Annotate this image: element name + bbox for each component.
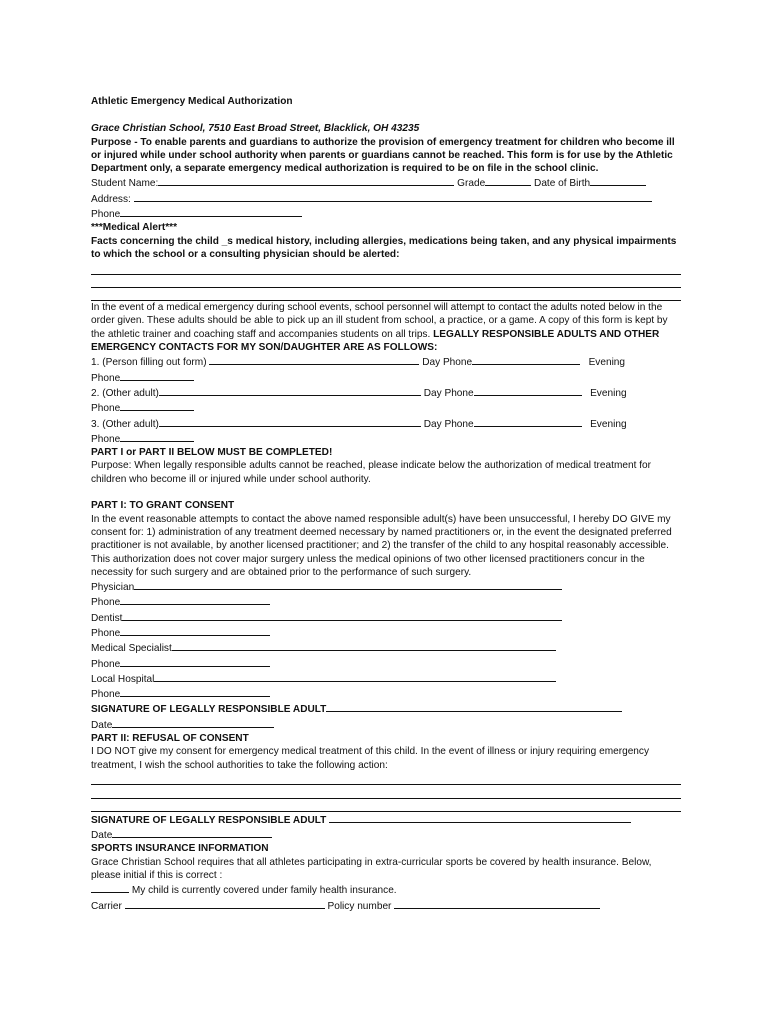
dob-label: Date of Birth	[534, 178, 591, 190]
contact-3-evening-label: Evening	[590, 418, 627, 430]
signature-2-label: SIGNATURE OF LEGALLY RESPONSIBLE ADULT	[91, 814, 327, 826]
purpose-paragraph: Purpose - To enable parents and guardians to authorize the provision of emergency treatment for children who become ill or injured while under school authority when parents or guardians cannot be reached. This form is for use by the Athletic Department only, a separate emergency medical authorization is required to be on file in the school clinic.	[91, 136, 678, 175]
school-address-line: Grace Christian School, 7510 East Broad Street, Blacklick, OH 43235	[91, 123, 420, 135]
must-complete-notice: PART I or PART II BELOW MUST BE COMPLETED!	[91, 447, 333, 459]
dentist-phone-field[interactable]	[120, 625, 270, 636]
student-phone-row	[91, 206, 681, 221]
date-1-field[interactable]	[112, 717, 274, 728]
dentist-row	[91, 610, 681, 625]
contact-2-day-phone-label: Day Phone	[423, 387, 474, 399]
contact-1-evening-phone-field[interactable]	[120, 370, 194, 381]
contact-3-evening-phone-field[interactable]	[120, 431, 194, 442]
part-1-heading: PART I: TO GRANT CONSENT	[91, 500, 235, 512]
carrier-label: Carrier	[91, 900, 122, 912]
specialist-label: Medical Specialist	[91, 643, 172, 655]
medical-facts-text: Facts concerning the child _s medical history, including allergies, medications being taken, and any physical impairments to which the school or a consulting physician should be alerted:	[91, 235, 680, 260]
contact-1-phone-label: Phone	[91, 372, 121, 384]
part-2-paragraph: I DO NOT give my consent for emergency medical treatment of this child. In the event of illness or injury requiring emergency treatment, I wish the school authorities to take the following action:	[91, 746, 652, 771]
medical-alert-heading: ***Medical Alert***	[91, 222, 178, 234]
signature-1-label: SIGNATURE OF LEGALLY RESPONSIBLE ADULT	[91, 704, 327, 716]
signature-row-1	[91, 701, 681, 716]
spacer	[91, 486, 681, 499]
date-row-1	[91, 717, 681, 732]
dentist-field[interactable]	[122, 610, 562, 621]
physician-phone-field[interactable]	[120, 594, 270, 605]
signature-1-field[interactable]	[326, 701, 622, 712]
contact-3-label: 3. (Other adult)	[91, 418, 159, 430]
student-phone-field[interactable]	[120, 206, 302, 217]
physician-row	[91, 579, 681, 594]
address-label: Address:	[91, 193, 131, 205]
contact-row-1	[91, 354, 681, 369]
hospital-label: Local Hospital	[91, 673, 155, 685]
form-page	[91, 95, 681, 913]
contact-2-phone-label: Phone	[91, 403, 121, 415]
carrier-field[interactable]	[125, 898, 325, 909]
contact-2-label: 2. (Other adult)	[91, 387, 159, 399]
purpose-2-paragraph: Purpose: When legally responsible adults cannot be reached, please indicate below the authorization of medical treatment for children who become ill or injured while under school authority.	[91, 460, 654, 485]
student-name-field[interactable]	[158, 175, 454, 186]
student-name-label: Student Name:	[91, 178, 159, 190]
legally-responsible-heading: LEGALLY RESPONSIBLE ADULTS AND OTHER EMERGENCY CONTACTS FOR MY SON/DAUGHTER ARE AS FOLLOWS:	[91, 328, 663, 354]
dentist-phone-label: Phone	[91, 627, 121, 639]
emergency-intro-text: In the event of a medical emergency during school events, school personnel will attempt to contact the adults noted below in the order given. These adults should be able to pick up an ill student from school, a practice, or a game. A copy of this form is kept by the athletic trainer and coaching staff and accompanies students on all trips.	[91, 302, 671, 340]
insurance-heading: SPORTS INSURANCE INFORMATION	[91, 843, 269, 855]
contact-1-label: 1. (Person filling out form)	[91, 357, 207, 369]
hospital-phone-row	[91, 686, 681, 701]
contact-1-field[interactable]	[209, 354, 419, 365]
medical-notes-line-2[interactable]	[91, 275, 681, 288]
emergency-intro-paragraph	[91, 301, 681, 354]
hospital-row	[91, 671, 681, 686]
date-2-field[interactable]	[112, 827, 272, 838]
specialist-phone-field[interactable]	[120, 656, 270, 667]
signature-row-2	[91, 812, 681, 827]
carrier-row	[91, 898, 681, 913]
contact-1-day-phone-label: Day Phone	[422, 357, 473, 369]
physician-phone-row	[91, 594, 681, 609]
hospital-phone-field[interactable]	[120, 686, 270, 697]
medical-notes-line-1[interactable]	[91, 261, 681, 274]
contact-2-evening-label: Evening	[590, 387, 627, 399]
specialist-row	[91, 640, 681, 655]
date-1-label: Date	[91, 719, 113, 731]
contact-3-day-phone-field[interactable]	[474, 416, 582, 427]
contact-2-phone-row	[91, 400, 681, 415]
coverage-text: My child is currently covered under family health insurance.	[131, 885, 397, 897]
contact-3-field[interactable]	[159, 416, 421, 427]
signature-2-field[interactable]	[329, 812, 631, 823]
specialist-field[interactable]	[172, 640, 556, 651]
action-line-3[interactable]	[91, 799, 681, 812]
insurance-paragraph: Grace Christian School requires that all athletes participating in extra-curricular sports be covered by health insurance. Below, please initial if this is correct :	[91, 856, 655, 882]
date-row-2	[91, 827, 681, 842]
policy-number-field[interactable]	[394, 898, 600, 909]
address-field[interactable]	[134, 191, 652, 202]
specialist-phone-label: Phone	[91, 658, 121, 670]
medical-notes-line-3[interactable]	[91, 288, 681, 301]
contact-1-day-phone-field[interactable]	[472, 354, 580, 365]
contact-2-evening-phone-field[interactable]	[120, 400, 194, 411]
coverage-row	[91, 882, 681, 897]
policy-label: Policy number	[327, 900, 392, 912]
contact-row-3	[91, 416, 681, 431]
coverage-initial-field[interactable]	[91, 882, 129, 893]
action-line-2[interactable]	[91, 785, 681, 798]
contact-2-field[interactable]	[159, 385, 421, 396]
grade-label: Grade	[457, 178, 486, 190]
dentist-label: Dentist	[91, 612, 123, 624]
contact-1-phone-row	[91, 370, 681, 385]
hospital-phone-label: Phone	[91, 689, 121, 701]
hospital-field[interactable]	[154, 671, 556, 682]
contact-row-2	[91, 385, 681, 400]
grade-field[interactable]	[485, 175, 531, 186]
physician-label: Physician	[91, 582, 135, 594]
contact-3-day-phone-label: Day Phone	[423, 418, 474, 430]
contact-3-phone-row	[91, 431, 681, 446]
contact-2-day-phone-field[interactable]	[474, 385, 582, 396]
student-phone-label: Phone	[91, 209, 121, 221]
action-line-1[interactable]	[91, 772, 681, 785]
dob-field[interactable]	[590, 175, 646, 186]
physician-phone-label: Phone	[91, 597, 121, 609]
part-1-paragraph: In the event reasonable attempts to contact the above named responsible adult(s) have been unsuccessful, I hereby DO GIVE my consent for: 1) administration of any treatment deemed necessary by named practitioners or, in the event the designated preferred practitioner is not available, by another licensed practitioner; and 2) the transfer of the child to any hospital reasonably accessible. This authorization does not cover major surgery unless the medical opinions of two other licensed practitioners concur in the necessity for such surgery and are obtained prior to the performance of such surgery.	[91, 513, 675, 578]
specialist-phone-row	[91, 656, 681, 671]
form-title: Athletic Emergency Medical Authorization	[91, 96, 293, 107]
contact-3-phone-label: Phone	[91, 433, 121, 445]
dentist-phone-row	[91, 625, 681, 640]
contact-1-evening-label: Evening	[588, 357, 626, 369]
student-info-row	[91, 175, 681, 190]
physician-field[interactable]	[134, 579, 562, 590]
date-2-label: Date	[91, 830, 113, 842]
part-2-heading: PART II: REFUSAL OF CONSENT	[91, 733, 249, 745]
address-row	[91, 191, 681, 206]
